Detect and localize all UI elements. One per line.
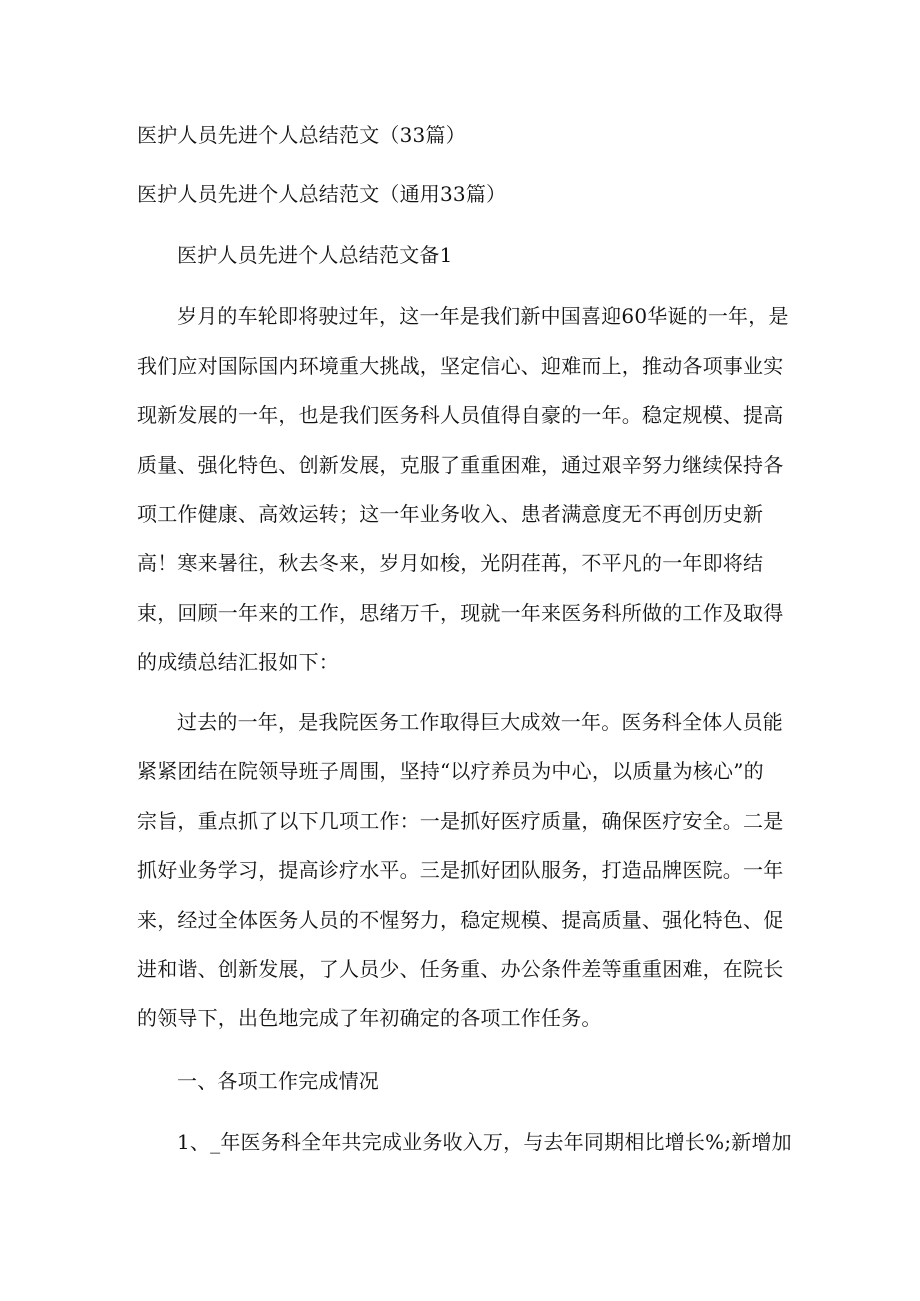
paragraph-2-line: 来，经过全体医务人员的不惺努力，稳定规模、提高质量、强化特色、促 <box>137 908 784 932</box>
paragraph-2-line: 过去的一年，是我院医务工作取得巨大成效一年。医务科全体人员能 <box>177 710 783 734</box>
paragraph-2-line: 宗旨，重点抓了以下几项工作：一是抓好医疗质量，确保医疗安全。二是 <box>137 809 784 833</box>
section-heading: 医护人员先进个人总结范文备1 <box>177 243 453 267</box>
paragraph-1-line: 质量、强化特色、创新发展，克服了重重困难，通过艰辛努力继续保持各 <box>137 453 784 477</box>
paragraph-2-line: 紧紧团结在院领导班子周围，坚持“以疗养员为中心，以质量为核心”的 <box>137 759 764 783</box>
document-title: 医护人员先进个人总结范文（33篇） <box>137 123 466 147</box>
document-subtitle: 医护人员先进个人总结范文（通用33篇） <box>137 182 507 206</box>
paragraph-1-line: 项工作健康、高效运转；这一年业务收入、患者满意度无不再创历史新 <box>137 502 764 526</box>
paragraph-1-line: 束，回顾一年来的工作，思绪万千，现就一年来医务科所做的工作及取得 <box>137 601 784 625</box>
subheading: 一、各项工作完成情况 <box>177 1069 379 1093</box>
paragraph-1-line: 我们应对国际国内环境重大挑战，坚定信心、迎难而上，推动各项事业实 <box>137 354 784 378</box>
paragraph-2-line: 的领导下，出色地完成了年初确定的各项工作任务。 <box>137 1006 602 1030</box>
paragraph-1-line: 的成绩总结汇报如下： <box>137 650 339 674</box>
paragraph-1-line: 高！寒来暑往，秋去冬来，岁月如梭，光阴荏苒，不平凡的一年即将结 <box>137 551 764 575</box>
paragraph-2-line: 抓好业务学习，提高诊疗水平。三是抓好团队服务，打造品牌医院。一年 <box>137 858 784 882</box>
paragraph-1-line: 现新发展的一年，也是我们医务科人员值得自豪的一年。稳定规模、提高 <box>137 403 784 427</box>
paragraph-2-line: 进和谐、创新发展，了人员少、任务重、办公条件差等重重困难，在院长 <box>137 957 784 981</box>
list-item: 1、_年医务科全年共完成业务收入万，与去年同期相比增长%;新增加 <box>177 1130 792 1154</box>
paragraph-1-line: 岁月的车轮即将驶过年，这一年是我们新中国喜迎60华诞的一年，是 <box>177 304 789 328</box>
